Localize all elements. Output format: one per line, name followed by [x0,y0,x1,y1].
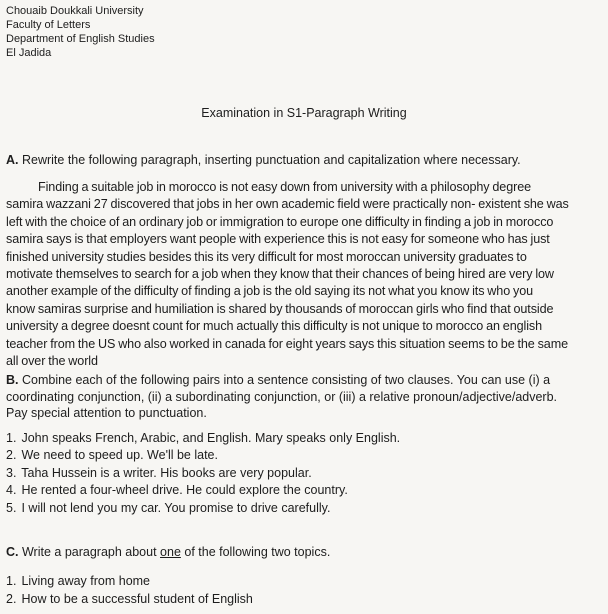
section-b-instruction-line: Combine each of the following pairs into a sentence consisting of two clauses. You can use (i) a [21,373,551,387]
city-name: El Jadida [6,47,52,59]
list-item [6,447,600,465]
paragraph-line: Finding a suitable job in morocco is not easy down from university with a philosophy degree [38,180,532,194]
item-number: 1. [6,430,17,445]
paragraph-line: finished university studies besides this its very difficult for most moroccan university graduates to [6,249,527,264]
paragraph-line: another example of the difficulty of finding a job is the old saying its not what you know its who you [6,284,534,299]
list-item [6,591,600,609]
institution-header [6,4,155,60]
list-item [6,482,600,500]
section-b-letter: B. [6,373,19,387]
faculty-name: Faculty of Letters [6,19,91,31]
item-text: Living away from home [21,574,151,588]
paragraph-line: samira wazzani 27 discovered that jobs in her own academic field were practically non- existent she was [6,197,569,212]
section-a-instruction: Rewrite the following paragraph, inserting punctuation and capitalization where necessary. [21,153,521,167]
section-a-heading [6,152,600,169]
unpunctuated-paragraph [6,179,600,370]
exam-title: Examination in S1-Paragraph Writing [201,106,407,120]
section-c-instruction-post: of the following two topics. [180,545,331,559]
item-number: 3. [6,465,17,480]
section-b [6,372,600,517]
section-c [6,544,600,608]
item-number: 5. [6,500,17,515]
list-item [6,465,600,483]
topics-list [6,573,600,608]
section-b-instruction-line: Pay special attention to punctuation. [6,406,207,420]
paragraph-line: know samiras surprise and humiliation is shared by thousands of moroccan girls who find that outside [6,301,554,316]
item-text: How to be a successful student of English [21,591,253,606]
item-number: 2. [6,591,17,606]
section-a [6,152,600,370]
item-text: Taha Hussein is a writer. His books are very popular. [21,465,312,480]
item-text: We need to speed up. We'll be late. [21,448,218,462]
paragraph-line: motivate themselves to search for a job when they know that their chances of being hired are very low [6,267,554,282]
section-c-heading [6,544,600,561]
university-name: Chouaib Doukkali University [6,5,144,17]
section-c-instruction-underlined: one [160,545,181,559]
section-a-letter: A. [6,153,19,167]
paragraph-line: teacher from the US who also worked in canada for eight years says this situation seems to be the same [6,336,569,351]
paragraph-line: samira says is that employers want people with experience this is not easy for someone who has just [6,232,550,247]
section-b-instruction-line: coordinating conjunction, (ii) a subordinating conjunction, or (iii) a relative pronoun/adjective/adverb. [6,389,558,404]
section-c-instruction-pre: Write a paragraph about [21,545,161,559]
item-text: John speaks French, Arabic, and English. Mary speaks only English. [21,430,401,445]
list-item [6,500,600,518]
paragraph-line: university a degree doesnt count for much actually this difficulty is not unique to morocco an english [6,319,542,334]
list-item [6,573,600,591]
section-c-letter: C. [6,545,19,559]
department-name: Department of English Studies [6,33,155,45]
item-text: He rented a four-wheel drive. He could explore the country. [21,483,348,497]
sentence-pairs-list [6,430,600,518]
item-number: 2. [6,448,17,462]
list-item [6,430,600,448]
item-number: 1. [6,574,17,588]
item-text: I will not lend you my car. You promise to drive carefully. [21,500,331,515]
paragraph-line: left with the choice of an ordinary job or immigration to europe one difficulty in finding a job in morocco [6,214,554,229]
item-number: 4. [6,483,17,497]
paragraph-line: all over the world [6,354,98,369]
section-b-heading [6,372,600,422]
